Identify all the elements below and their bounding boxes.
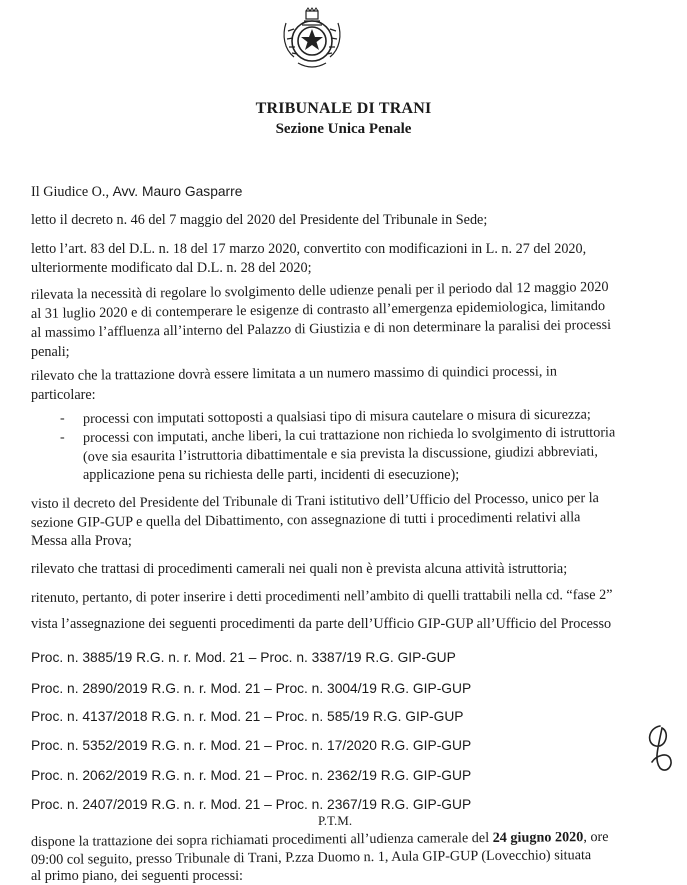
procedure-line: Proc. n. 3885/19 R.G. n. r. Mod. 21 – Proc. n. 3387/19 R.G. GIP-GUP	[31, 650, 456, 665]
paragraph-necessita-line1: rilevata la necessità di regolare lo svolgimento delle udienze penali per il periodo dal 12 maggio 2020	[30, 278, 609, 303]
bullet-item-liberi-line3: applicazione pena su richiesta delle parti, incidenti di esecuzione);	[83, 467, 460, 483]
procedure-line: Proc. n. 4137/2018 R.G. n. r. Mod. 21 – Proc. n. 585/19 R.G. GIP-GUP	[31, 709, 464, 724]
section-title: Sezione Unica Penale	[275, 121, 412, 137]
dispositive-line3: al primo piano, dei seguenti processi:	[31, 868, 243, 884]
dispositive-line2: 09:00 col seguito, presso Tribunale di Trani, P.zza Duomo n. 1, Aula GIP-GUP (Lovecchio) situata	[30, 847, 592, 868]
judge-line	[31, 183, 242, 201]
paragraph-trattazione-line1: rilevato che la trattazione dovrà essere limitata a un numero massimo di quindici processi, in	[30, 363, 558, 384]
paragraph-ritenuto: ritenuto, pertanto, di poter inserire i detti procedimenti nell’ambito di quelli trattabili nella cd. “fase 2”	[30, 586, 613, 606]
paragraph-necessita-line4: penali;	[31, 344, 70, 360]
handwritten-initials-signature	[640, 718, 680, 778]
paragraph-decreto: letto il decreto n. 46 del 7 maggio del 2020 del Presidente del Tribunale in Sede;	[31, 212, 488, 228]
dispositive-line1: dispone la trattazione dei sopra richiamati procedimenti all’udienza camerale del 24 giugno 2020, ore	[30, 828, 609, 850]
paragraph-trattazione-line2: particolare:	[31, 387, 96, 403]
paragraph-art83-line1: letto l’art. 83 del D.L. n. 18 del 17 marzo 2020, convertito con modificazioni in L. n. 27 del 2020,	[31, 241, 587, 257]
italian-republic-emblem	[278, 5, 346, 75]
paragraph-assegnazione: vista l’assegnazione dei seguenti procedimenti da parte dell’Ufficio GIP-GUP all’Ufficio del Processo	[31, 616, 612, 632]
paragraph-necessita-line2: al 31 luglio 2020 e di contemperare le esigenze di contrasto all’emergenza epidemiologica, limitando	[30, 297, 606, 322]
procedure-line: Proc. n. 2890/2019 R.G. n. r. Mod. 21 – Proc. n. 3004/19 R.G. GIP-GUP	[31, 681, 472, 696]
procedure-line: Proc. n. 5352/2019 R.G. n. r. Mod. 21 – Proc. n. 17/2020 R.G. GIP-GUP	[31, 738, 472, 753]
procedure-line: Proc. n. 2062/2019 R.G. n. r. Mod. 21 – Proc. n. 2362/19 R.G. GIP-GUP	[31, 768, 472, 783]
bullet-item-liberi-line2: (ove sia esaurita l’istruttoria dibattimentale e sia prevista la discussione, giudizi abbreviati,	[82, 443, 598, 465]
ptm-heading: P.T.M.	[318, 813, 353, 828]
hearing-date: 24 giugno 2020	[492, 829, 584, 846]
judge-prefix: Il Giudice O.,	[31, 184, 113, 200]
paragraph-art83-line2: ulteriormente modificato dal D.L. n. 28 del 2020;	[31, 260, 312, 276]
paragraph-camerali: rilevato che trattasi di procedimenti camerali nei quali non è prevista alcuna attività istruttoria;	[31, 561, 568, 577]
bullet-item-liberi-line1: processi con imputati, anche liberi, la cui trattazione non richieda lo svolgimento di istruttoria	[82, 424, 616, 446]
bullet-marker: -	[60, 430, 65, 445]
procedure-line: Proc. n. 2407/2019 R.G. n. r. Mod. 21 – Proc. n. 2367/19 R.G. GIP-GUP	[31, 797, 472, 812]
judge-name: Avv. Mauro Gasparre	[112, 184, 243, 199]
bullet-marker: -	[60, 411, 65, 426]
paragraph-visto-line1: visto il decreto del Presidente del Tribunale di Trani istitutivo dell’Ufficio del Processo, unico per la	[30, 490, 600, 512]
paragraph-necessita-line3: al massimo l’affluenza all’interno del Palazzo di Giustizia e di non determinare la paralisi dei processi	[30, 316, 612, 341]
court-title: TRIBUNALE DI TRANI	[255, 100, 432, 117]
paragraph-visto-line3: Messa alla Prova;	[31, 533, 132, 549]
bullet-item-misure: processi con imputati sottoposti a qualsiasi tipo di misura cautelare o misura di sicurezza;	[82, 406, 591, 427]
paragraph-visto-line2: sezione GIP-GUP e quella del Dibattimento, con assegnazione di tutti i procedimenti relativi alla	[30, 509, 581, 531]
